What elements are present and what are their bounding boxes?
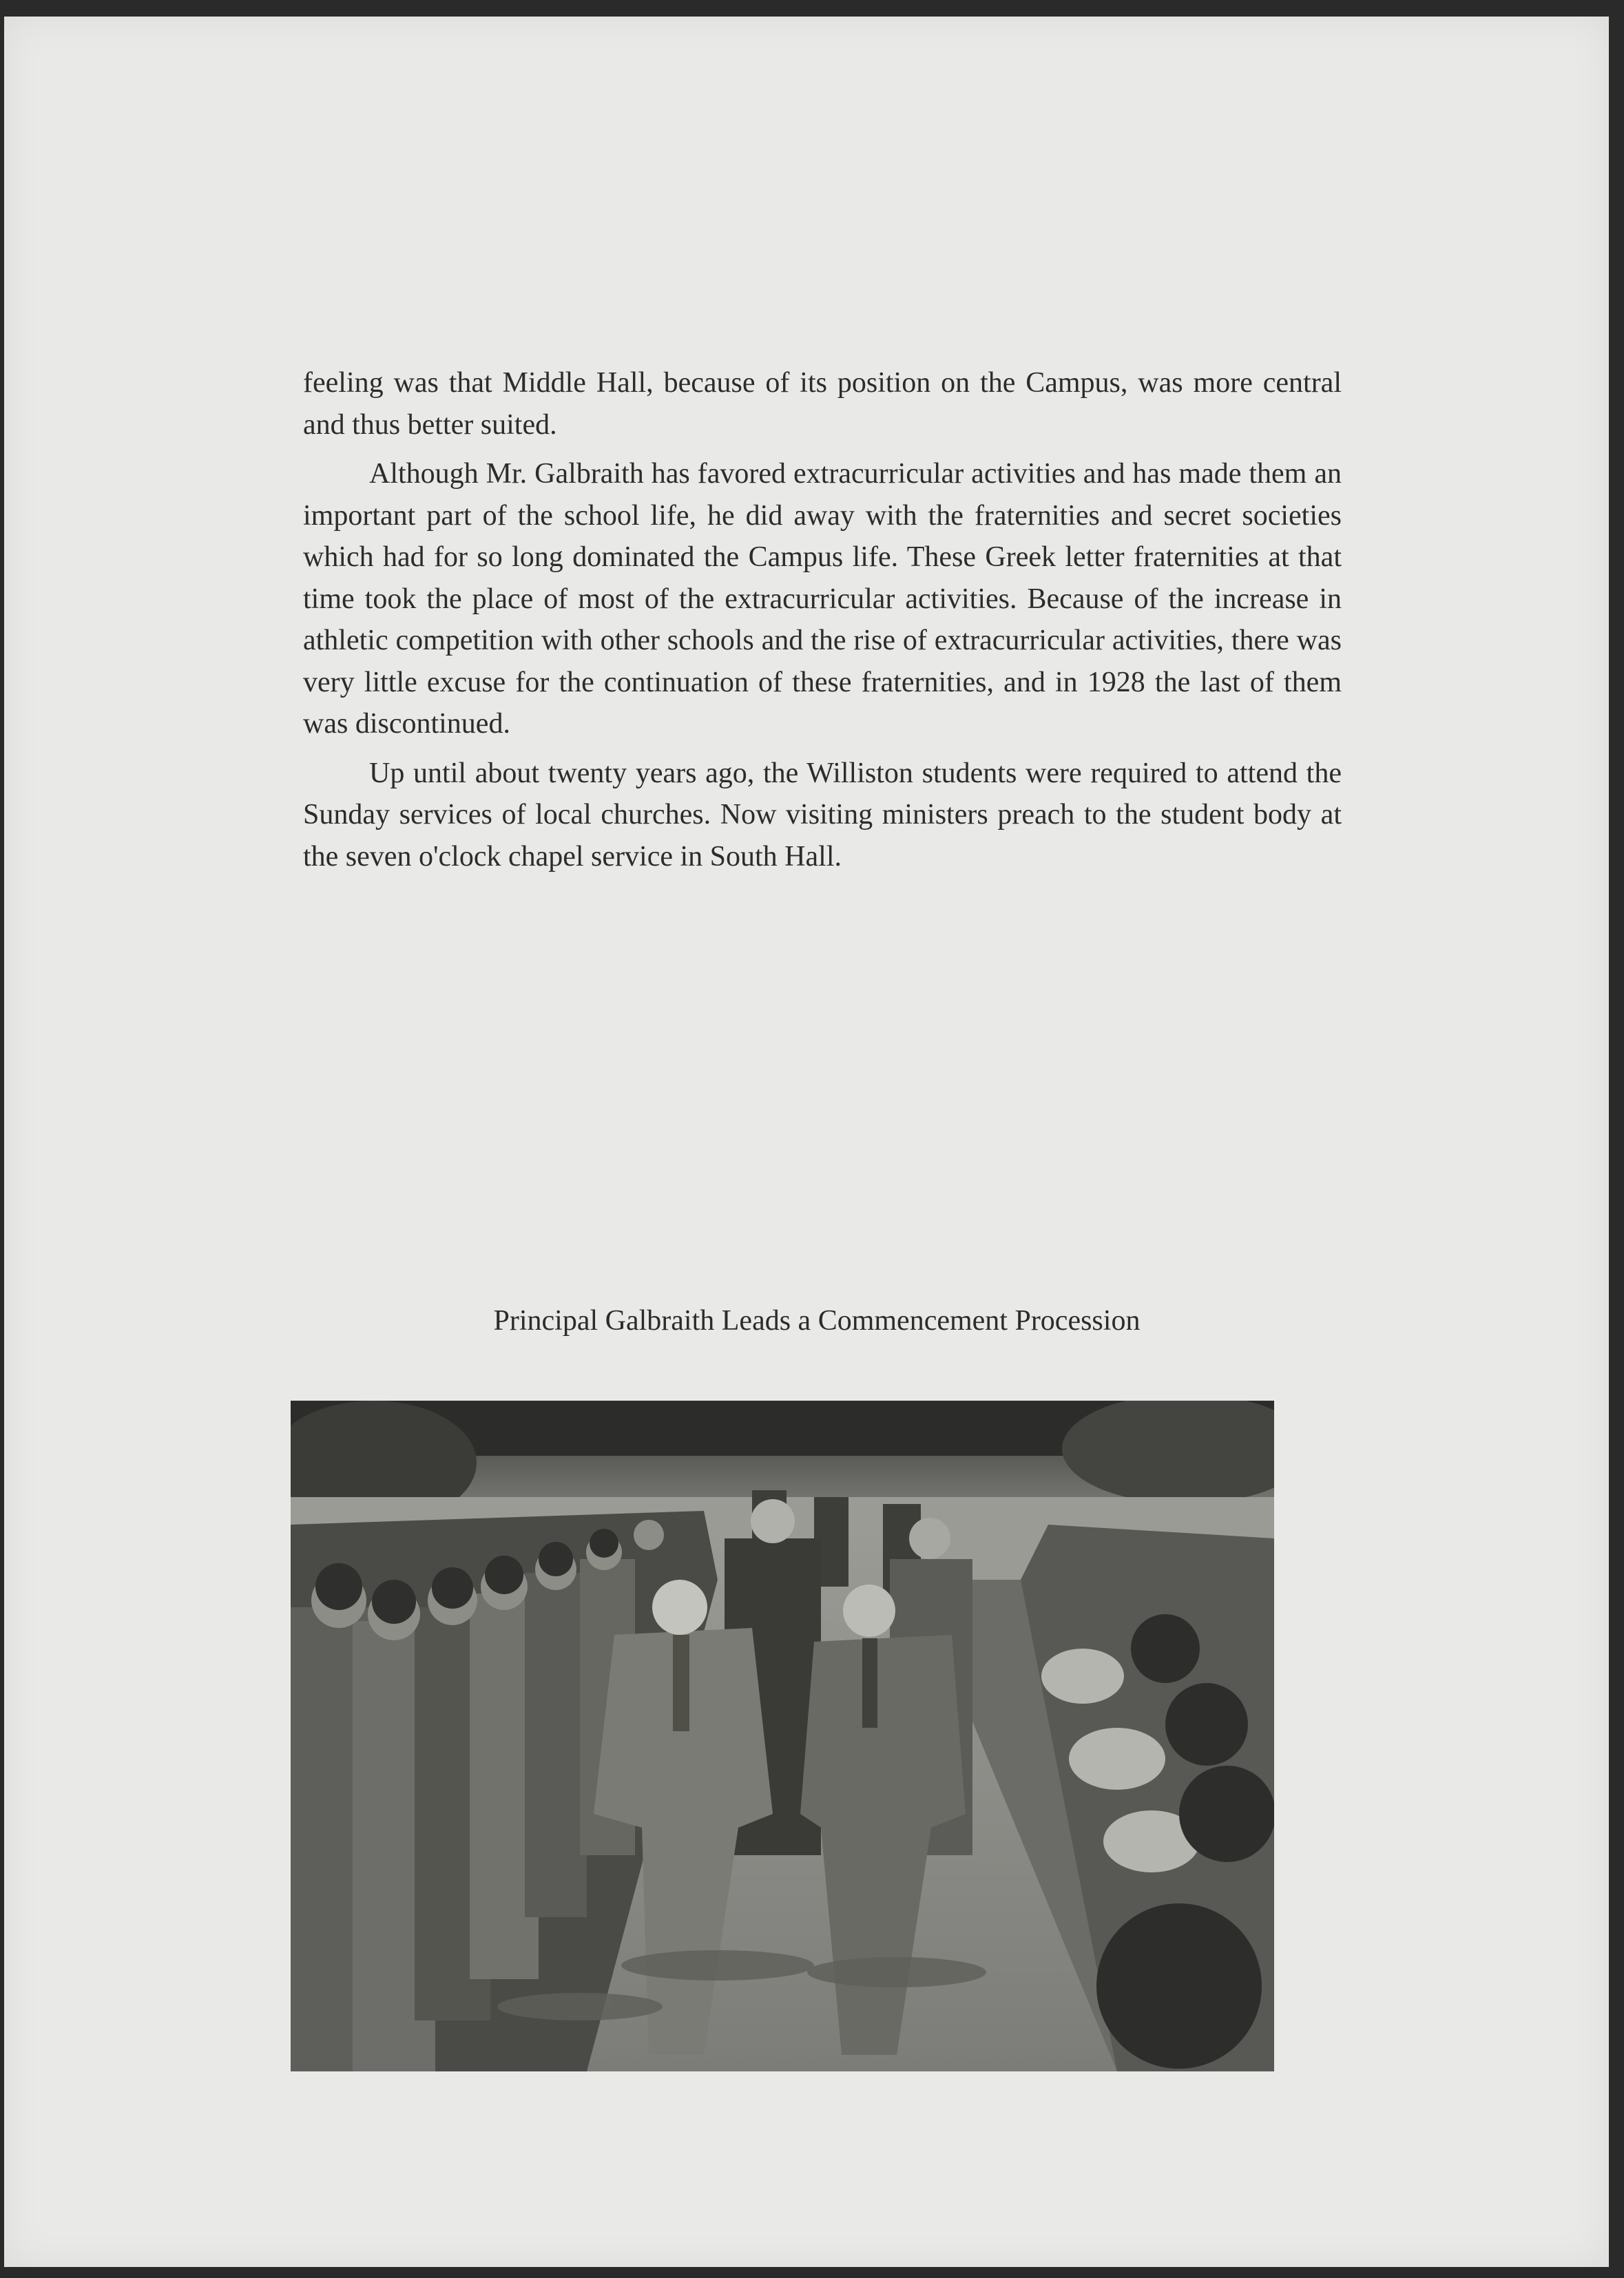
procession-photo-illustration xyxy=(291,1401,1274,2071)
body-text xyxy=(303,362,1342,885)
procession-photo xyxy=(291,1401,1274,2071)
document-page xyxy=(4,17,1609,2267)
paragraph-1: feeling was that Middle Hall, because of its position on the Campus, was more central and thus better suited. xyxy=(303,367,1342,441)
photo-caption: Principal Galbraith Leads a Commencement Procession xyxy=(493,1305,1141,1337)
paragraph-2: Although Mr. Galbraith has favored extracurricular activities and has made them an important part of the school life, he did away with the fraternities and secret societies which had for so long dominated the Campus life. These Greek letter fraternities at that time took the place of most of the extracurricular activities. Because of the increase in athletic competition with other schools and the rise of extracurricular activities, there was very little excuse for the continuation of these fraternities, and in 1928 the last of them was discontinued. xyxy=(303,458,1342,740)
paragraph-3: Up until about twenty years ago, the Williston students were required to attend the Sunday services of local churches. Now visiting ministers preach to the student body at the seven o'clock chapel service in South Hall. xyxy=(303,757,1342,872)
